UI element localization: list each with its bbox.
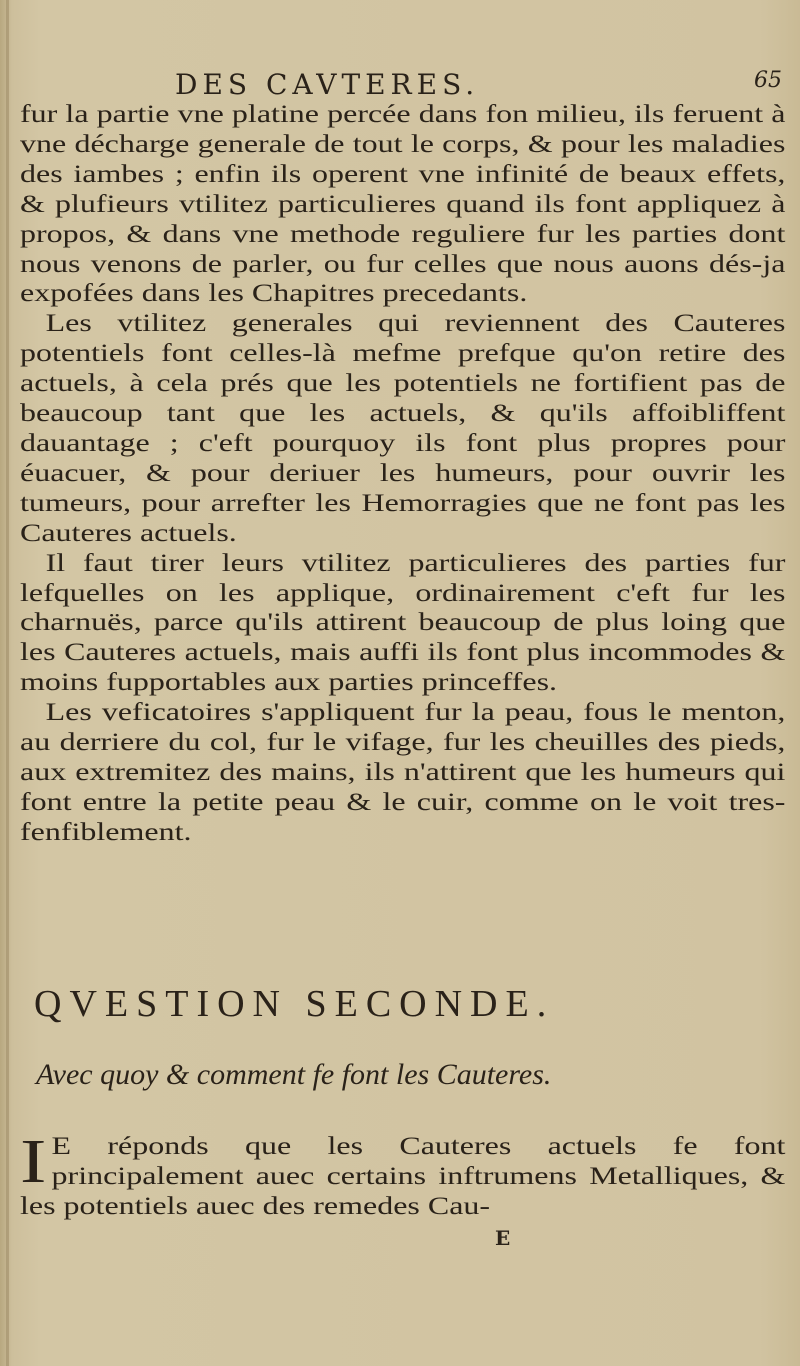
page-gutter (6, 0, 9, 1366)
drop-cap: I (20, 1128, 47, 1196)
paragraph-1: fur la partie vne platine percée dans fon milieu, ils feruent à vne décharge generale de tout le corps, & pour les maladies des iambes ; enfin ils operent vne infinité de beaux effets, & plufieurs vtilitez particulieres quand ils font appliquez à propos, & dans vne methode reguliere fur les parties dont nous venons de parler, ou fur celles que nous auons dés-ja expofées dans les Chapitres precedants. (20, 101, 786, 308)
section-heading: QVESTION SECONDE. (34, 983, 555, 1025)
section-paragraph: E réponds que les Cauteres actuels fe font principalement auec certains inftrumens Metalliques, & les potentiels auec des remedes Cau- (20, 1133, 786, 1220)
paragraph-3: Il faut tirer leurs vtilitez particulieres des parties fur lefquelles on les applique, ordinairement c'eft fur les charnuës, parce qu'ils attirent beaucoup de plus loing que les Cauteres actuels, mais auffi ils font plus incommodes & moins fupportables aux parties princeffes. (20, 549, 786, 697)
paragraph-2: Les vtilitez generales qui reviennent des Cauteres potentiels font celles-là mefme prefque qu'on retire des actuels, à cela prés que les potentiels ne fortifient pas de beaucoup tant que les actuels, & qu'ils affoibliffent dauantage ; c'eft pourquoy ils font plus propres pour éuacuer, & pour deriuer les humeurs, pour ouvrir les tumeurs, pour arrefter les Hemorragies que ne font pas les Cauteres actuels. (20, 310, 786, 547)
running-head: DES CAVTERES. (175, 68, 480, 101)
section-text (20, 1128, 786, 1222)
section-subtitle: Avec quoy & comment fe font les Cauteres. (36, 1058, 552, 1091)
paragraph-4: Les veficatoires s'appliquent fur la peau, fous le menton, au derriere du col, fur le vifage, fur les cheuilles des pieds, aux extremitez des mains, ils n'attirent que les humeurs qui font entre la petite peau & le cuir, comme on le voit tres-fenfiblement. (20, 699, 786, 846)
body-text (20, 100, 785, 848)
signature-mark: E (495, 1226, 511, 1250)
page-number: 65 (754, 68, 782, 93)
